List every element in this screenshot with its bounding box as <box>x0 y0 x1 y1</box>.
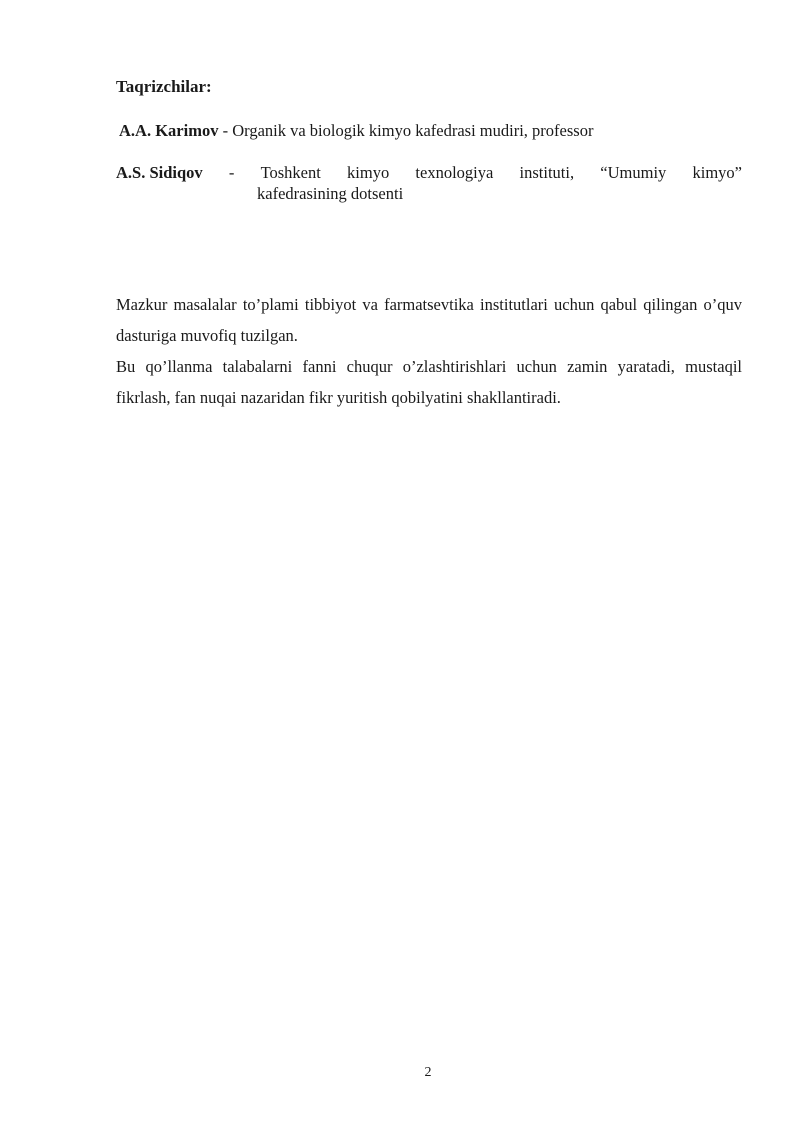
body-paragraph: Bu qo’llanma talabalarni fanni chuqur o’zlashtirishlari uchun zamin yaratadi, mustaqil fikrlash, fan nuqai nazaridan fikr yuritish qobilyatini shakllantiradi. <box>116 357 742 407</box>
reviewer-description: Organik va biologik kimyo kafedrasi mudiri, professor <box>232 121 594 140</box>
reviewer-first-line <box>116 162 742 184</box>
page-number: 2 <box>424 1065 432 1080</box>
reviewer-word: Toshkent <box>260 163 321 182</box>
reviewer-name: A.A. Karimov <box>119 121 219 140</box>
reviewer-word: instituti, <box>519 163 575 182</box>
reviewer-word: kimyo” <box>692 163 742 182</box>
reviewers-heading: Taqrizchilar: <box>116 77 212 96</box>
reviewer-name: A.S. Sidiqov <box>116 163 203 182</box>
reviewer-word: “Umumiy <box>600 163 667 182</box>
reviewer-separator: - <box>218 121 233 140</box>
reviewer-word: kimyo <box>347 163 390 182</box>
reviewer-entry <box>119 120 593 142</box>
body-paragraph: Mazkur masalalar to’plami tibbiyot va farmatsevtika institutlari uchun qabul qilingan o’quv dasturiga muvofiq tuzilgan. <box>116 295 742 345</box>
reviewer-word: texnologiya <box>415 163 494 182</box>
reviewer-separator: - <box>228 163 235 182</box>
reviewer-description-continuation: kafedrasining dotsenti <box>257 184 404 203</box>
reviewer-entry <box>116 162 742 204</box>
